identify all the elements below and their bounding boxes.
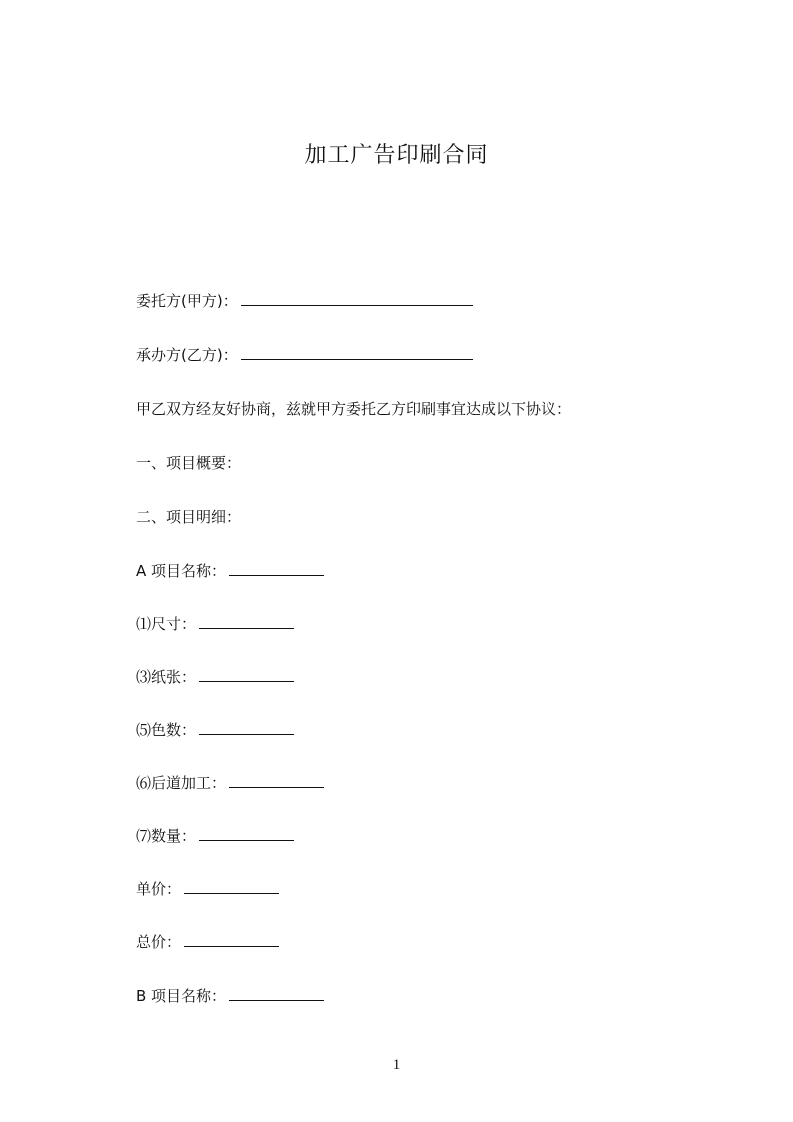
paper-blank[interactable]	[199, 667, 294, 682]
party-b-line	[136, 345, 473, 365]
quantity-blank[interactable]	[199, 826, 294, 841]
quantity-label: ⑺数量：	[136, 827, 197, 845]
color-count-label: ⑸色数：	[136, 721, 197, 739]
party-a-label: 委托方(甲方)：	[136, 292, 238, 310]
party-b-blank[interactable]	[241, 345, 473, 360]
section-2-heading: 二、项目明细：	[136, 508, 242, 526]
item-b-name-line	[136, 986, 324, 1006]
unit-price-line	[136, 879, 279, 899]
quantity-line	[136, 826, 294, 846]
paper-line	[136, 667, 294, 687]
unit-price-label: 单价：	[136, 880, 182, 898]
item-a-name-label: A 项目名称：	[136, 562, 227, 580]
color-count-line	[136, 720, 294, 740]
paper-label: ⑶纸张：	[136, 668, 197, 686]
post-processing-label: ⑹后道加工：	[136, 774, 227, 792]
item-b-name-blank[interactable]	[229, 986, 324, 1001]
post-processing-blank[interactable]	[229, 773, 324, 788]
preamble-text: 甲乙双方经友好协商，兹就甲方委托乙方印刷事宜达成以下协议：	[136, 400, 572, 418]
total-price-label: 总价：	[136, 933, 182, 951]
post-processing-line	[136, 773, 324, 793]
party-b-label: 承办方(乙方)：	[136, 346, 238, 364]
item-a-name-line	[136, 561, 324, 581]
total-price-blank[interactable]	[184, 932, 279, 947]
document-title: 加工广告印刷合同	[304, 143, 489, 168]
item-a-name-blank[interactable]	[229, 561, 324, 576]
size-label: ⑴尺寸：	[136, 615, 197, 633]
color-count-blank[interactable]	[199, 720, 294, 735]
size-blank[interactable]	[199, 614, 294, 629]
item-b-name-label: B 项目名称：	[136, 987, 227, 1005]
party-a-blank[interactable]	[241, 291, 473, 306]
page-number: 1	[392, 1057, 401, 1073]
section-1-heading: 一、项目概要：	[136, 454, 242, 472]
size-line	[136, 614, 294, 634]
party-a-line	[136, 291, 473, 311]
total-price-line	[136, 932, 279, 952]
unit-price-blank[interactable]	[184, 879, 279, 894]
